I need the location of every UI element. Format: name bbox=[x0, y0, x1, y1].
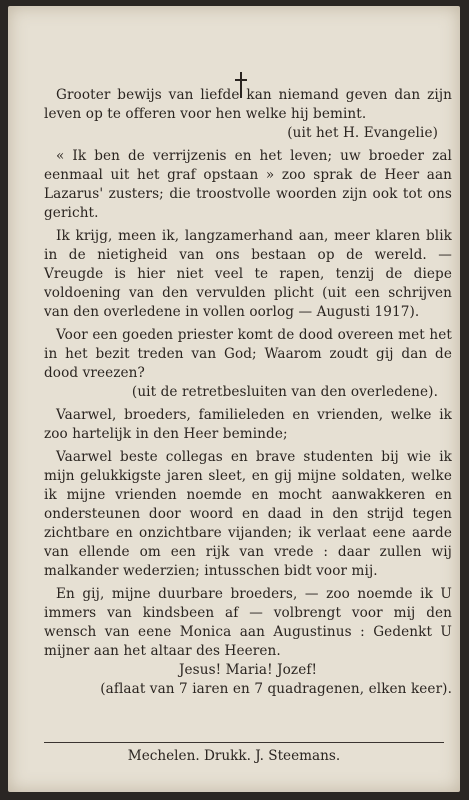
letter-excerpt: Ik krijg, meen ik, langzamerhand aan, meer klaren blik in de nietigheid van ons bestaan op de wereld. — Vreugde is hier niet veel te rapen, tenzij de diepe voldoening van den vervulden plicht (uit een schrijven van den overledene in vollen oorlog — Augusti 1917). bbox=[44, 228, 452, 320]
brothers-request: En gij, mijne duurbare broeders, — zoo noemde ik U immers van kindsbeen af — volbrengt voor mij den wensch van eene Monica aan Augustinus : Gedenkt U mijner aan het altaar des Heeren. bbox=[44, 586, 452, 659]
retreat-source: (uit de retretbesluiten van den overledene). bbox=[131, 384, 438, 400]
memorial-card bbox=[8, 6, 460, 792]
lazarus-quote: « Ik ben de verrijzenis en het leven; uw broeder zal eenmaal uit het graf opstaan » zoo sprak de Heer aan Lazarus' zusters; die troostvolle woorden zijn ook tot ons gericht. bbox=[44, 148, 452, 221]
invocation: Jesus! Maria! Jozef! bbox=[178, 662, 318, 678]
priest-quote: Voor een goeden priester komt de dood overeen met het in het bezit treden van God; Waarom zoudt gij dan de dood vreezen? bbox=[44, 327, 452, 381]
gospel-quote: Grooter bewijs van liefde kan niemand geven dan zijn leven op te offeren voor hen welke hij bemint. bbox=[44, 87, 452, 122]
farewell-colleagues: Vaarwel beste collegas en brave studenten bij wie ik mijn gelukkigste jaren sleet, en gij mijne soldaten, welke ik mijne vrienden noemde en mocht aanwakkeren en ondersteunen door woord en daad in den strijd tegen zichtbare en onzichtbare vijanden; ik verlaat eene aarde van ellende om een rijk van vrede : daar zullen wij malkander wederzien; intusschen bidt voor mij. bbox=[44, 449, 452, 579]
printer-imprint: Mechelen. Drukk. J. Steemans. bbox=[127, 748, 341, 764]
gospel-source: (uit het H. Evangelie) bbox=[287, 125, 438, 141]
farewell-family: Vaarwel, broeders, familieleden en vrienden, welke ik zoo hartelijk in den Heer beminde; bbox=[44, 407, 452, 442]
indulgence-note: (aflaat van 7 iaren en 7 quadragenen, elken keer). bbox=[100, 681, 452, 697]
footer-divider bbox=[44, 742, 444, 743]
card-body bbox=[44, 86, 452, 699]
